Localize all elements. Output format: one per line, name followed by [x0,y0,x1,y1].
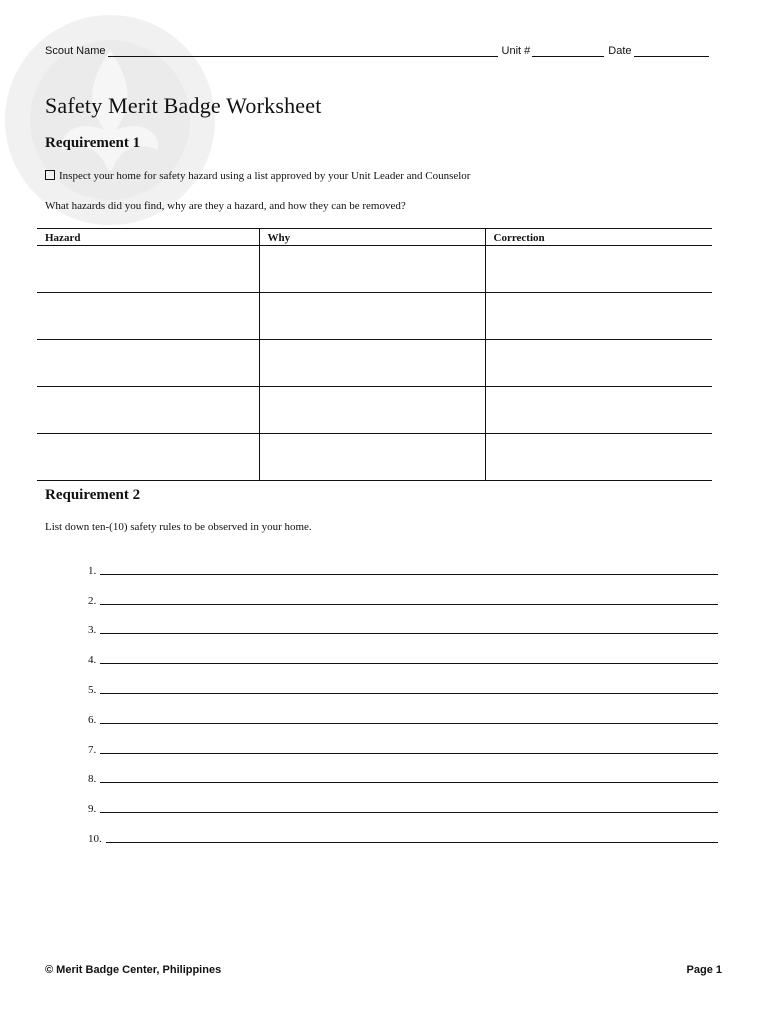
hazard-cell[interactable] [37,246,259,293]
list-item [88,696,718,726]
correction-cell[interactable] [485,246,712,293]
table-row [37,387,712,434]
table-row [37,434,712,481]
date-field[interactable] [634,45,709,57]
rule-answer-line[interactable] [100,574,718,575]
scout-name-label: Scout Name [45,45,106,57]
unit-field[interactable] [532,45,604,57]
page-title: Safety Merit Badge Worksheet [45,93,322,118]
rule-answer-line[interactable] [100,693,718,694]
column-header-correction: Correction [485,229,712,246]
rule-number: 5. [88,683,97,696]
correction-cell[interactable] [485,293,712,340]
requirement-1-task [45,170,470,182]
hazard-cell[interactable] [37,434,259,481]
why-cell[interactable] [259,246,485,293]
why-cell[interactable] [259,293,485,340]
hazard-cell[interactable] [37,293,259,340]
list-item [88,577,718,607]
header-fields [45,45,718,57]
rule-number: 6. [88,713,97,726]
list-item [88,547,718,577]
rule-answer-line[interactable] [100,812,718,813]
footer-page-number: Page 1 [686,964,722,976]
rule-answer-line[interactable] [100,782,718,783]
hazard-table [37,228,712,481]
table-row [37,340,712,387]
list-item [88,666,718,696]
date-label: Date [608,45,632,57]
safety-rules-list [88,547,718,845]
requirement-1-heading: Requirement 1 [45,135,141,151]
correction-cell[interactable] [485,340,712,387]
checkbox-icon[interactable] [45,170,55,180]
why-cell[interactable] [259,387,485,434]
rule-number: 3. [88,624,97,637]
hazard-cell[interactable] [37,387,259,434]
rule-number: 8. [88,773,97,786]
rule-number: 9. [88,803,97,816]
rule-number: 2. [88,594,97,607]
column-header-why: Why [259,229,485,246]
rule-answer-line[interactable] [100,604,718,605]
list-item [88,815,718,845]
column-header-hazard: Hazard [37,229,259,246]
rule-answer-line[interactable] [106,842,718,843]
requirement-1-question: What hazards did you find, why are they a hazard, and how they can be removed? [45,200,406,212]
why-cell[interactable] [259,340,485,387]
hazard-cell[interactable] [37,340,259,387]
scout-name-field[interactable] [108,45,498,57]
list-item [88,785,718,815]
table-row [37,293,712,340]
rule-answer-line[interactable] [100,663,718,664]
rule-answer-line[interactable] [100,753,718,754]
correction-cell[interactable] [485,434,712,481]
why-cell[interactable] [259,434,485,481]
unit-label: Unit # [501,45,531,57]
rule-number: 10. [88,832,102,845]
rule-answer-line[interactable] [100,723,718,724]
rule-number: 1. [88,564,97,577]
requirement-2-instruction: List down ten-(10) safety rules to be observed in your home. [45,521,312,533]
list-item [88,636,718,666]
table-row [37,246,712,293]
hazard-table-header [37,229,712,246]
footer-copyright: © Merit Badge Center, Philippines [45,964,222,976]
list-item [88,607,718,637]
list-item [88,756,718,786]
requirement-2-heading: Requirement 2 [45,487,141,503]
rule-number: 7. [88,743,97,756]
rule-answer-line[interactable] [100,633,718,634]
correction-cell[interactable] [485,387,712,434]
requirement-1-task-text: Inspect your home for safety hazard using a list approved by your Unit Leader and Counselor [59,170,471,182]
list-item [88,726,718,756]
rule-number: 4. [88,654,97,667]
